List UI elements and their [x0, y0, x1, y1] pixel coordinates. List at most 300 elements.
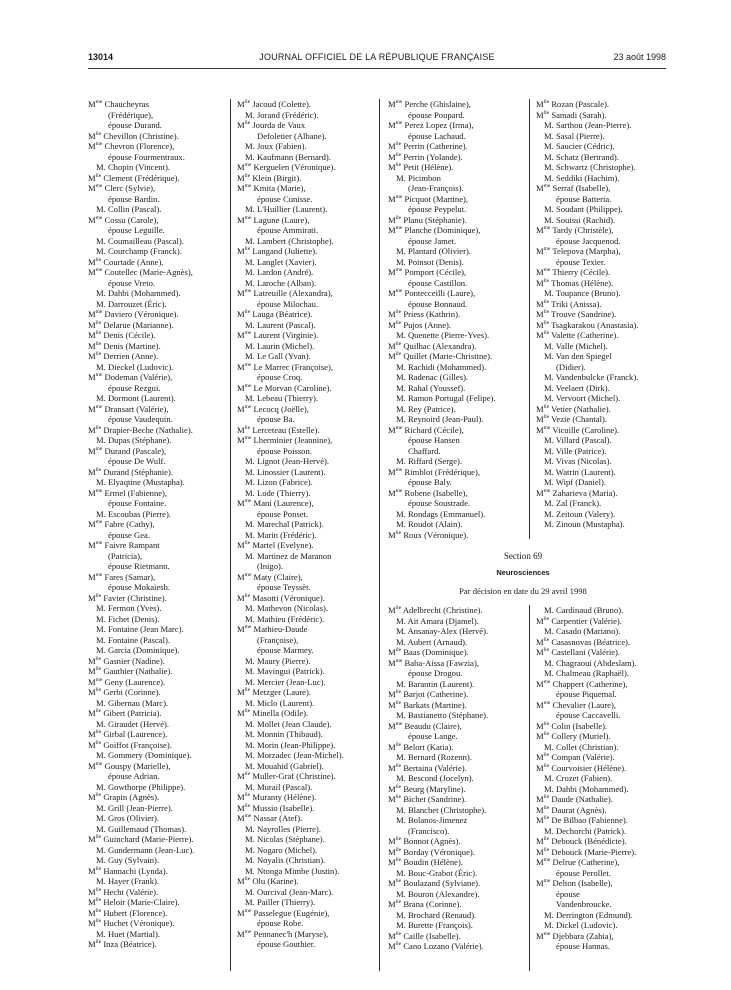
civility-title: M.	[245, 666, 255, 676]
person-name: (Inigo).	[257, 561, 284, 571]
civility-title: M	[237, 708, 245, 718]
civility-title: M.	[396, 414, 406, 424]
civility-suffix: me	[95, 99, 103, 106]
civility-title: M.	[396, 361, 406, 372]
name-entry	[88, 425, 194, 436]
civility-title: M.	[245, 256, 255, 267]
person-name: épouse Jamet.	[408, 235, 457, 246]
civility-title: M	[536, 636, 544, 647]
civility-suffix: me	[95, 309, 103, 316]
civility-title: M	[88, 267, 96, 277]
person-name: Rimblot (Frédérique),	[404, 466, 480, 477]
name-entry	[237, 225, 344, 236]
civility-title: M	[88, 309, 96, 319]
person-name: Clement (Frédérique).	[103, 172, 180, 183]
civility-title: M.	[544, 920, 554, 930]
person-name: Denis (Martine).	[103, 340, 161, 351]
civility-suffix: me	[244, 361, 252, 368]
person-name: Ourcival (Jean-Marc).	[256, 886, 334, 897]
name-entry	[536, 878, 637, 889]
name-entry	[536, 110, 638, 121]
person-name: Valle (Michel).	[555, 340, 608, 351]
person-name: Miclo (Laurent).	[256, 697, 315, 708]
civility-suffix: lle	[395, 857, 402, 864]
name-entry	[237, 404, 344, 415]
civility-suffix: lle	[95, 424, 102, 431]
person-name: Daude (Nathalie).	[551, 794, 613, 804]
person-name: Delarue (Marianne).	[103, 319, 174, 330]
civility-title: M.	[544, 456, 554, 466]
civility-title: M.	[96, 508, 106, 519]
civility-title: M	[536, 762, 544, 773]
civility-title: M	[237, 403, 245, 414]
person-name: Rey (Patrice).	[407, 403, 456, 414]
name-entry	[237, 551, 344, 562]
person-name: Chevron (Florence),	[104, 141, 175, 151]
person-name: Chagraoui (Abdeslam).	[555, 657, 637, 668]
civility-title: M	[536, 99, 544, 109]
person-name: Fontaine (Jean Marc).	[107, 624, 184, 634]
name-entry	[388, 320, 496, 331]
civility-title: M	[388, 720, 396, 731]
civility-title: M	[88, 676, 96, 687]
civility-title: M.	[544, 657, 554, 668]
name-entry	[536, 836, 637, 847]
civility-suffix: me	[95, 372, 103, 379]
name-entry	[88, 887, 194, 898]
civility-title: M	[88, 130, 96, 141]
civility-title: M.	[245, 739, 255, 750]
name-entry	[536, 141, 638, 152]
person-name: Fermon (Yves).	[107, 603, 162, 613]
civility-suffix: lle	[244, 424, 251, 431]
person-name: Durand (Stéphanie).	[103, 466, 173, 477]
page-header	[88, 50, 666, 66]
civility-title: M	[388, 225, 396, 235]
person-name: Samadi (Sarah).	[551, 109, 607, 120]
person-name: Klein (Birgit).	[252, 172, 302, 183]
name-entry	[536, 710, 637, 721]
name-entry	[237, 582, 344, 593]
civility-suffix: lle	[543, 846, 550, 853]
person-name: Caille (Isabelle).	[403, 930, 461, 941]
civility-title: M.	[245, 750, 255, 760]
person-name: épouse Ba.	[257, 414, 295, 424]
civility-title: M.	[245, 655, 255, 666]
person-name: Olu (Karine).	[252, 876, 299, 886]
name-entry	[388, 173, 496, 184]
name-entry	[88, 299, 194, 310]
person-name: Riffard (Serge).	[407, 456, 463, 466]
civility-title: M.	[245, 781, 255, 792]
civility-title: M	[88, 666, 96, 676]
person-name: Fichet (Denis).	[107, 613, 160, 624]
name-entry	[388, 815, 488, 826]
name-entry	[536, 194, 638, 205]
civility-title: M	[388, 836, 396, 846]
civility-title: M.	[96, 603, 106, 613]
civility-title: M.	[396, 330, 406, 340]
name-entry	[88, 288, 194, 299]
name-column-2	[237, 99, 344, 950]
name-entry	[388, 721, 488, 732]
name-entry	[237, 803, 344, 814]
civility-suffix: lle	[395, 162, 402, 169]
name-entry	[88, 677, 194, 688]
person-name: Dodeman (Valérie),	[104, 372, 173, 382]
person-name: Gibernau (Marc).	[107, 697, 169, 708]
person-name: Blanchet (Christophe).	[407, 804, 487, 815]
name-entry	[388, 341, 496, 352]
civility-suffix: me	[395, 225, 403, 232]
person-name: Petit (Hélène).	[403, 162, 454, 172]
name-entry	[237, 855, 344, 866]
person-name: épouse De Wulf.	[108, 456, 166, 466]
civility-suffix: lle	[395, 647, 402, 654]
name-entry	[88, 908, 194, 919]
civility-title: M.	[544, 626, 554, 636]
civility-suffix: lle	[244, 802, 251, 809]
civility-title: M	[536, 857, 544, 867]
person-name: Daurat (Agnès).	[551, 804, 607, 815]
name-entry	[237, 834, 344, 845]
civility-title: M.	[245, 204, 255, 214]
name-entry	[388, 309, 496, 320]
name-entry	[388, 773, 488, 784]
person-name: Lerceteau (Estelle).	[252, 424, 320, 435]
person-name: Mathieu (Frédéric).	[256, 613, 325, 624]
person-name: épouse Fourmentraux.	[108, 151, 185, 162]
person-name: Chaffard.	[408, 445, 441, 456]
civility-title: M	[237, 592, 245, 603]
name-entry	[88, 330, 194, 341]
person-name: Cardinaud (Bruno).	[555, 605, 624, 615]
name-entry	[237, 278, 344, 289]
civility-suffix: lle	[95, 666, 102, 673]
civility-title: M	[388, 647, 396, 657]
person-name: Picquot (Martine),	[404, 193, 469, 204]
name-entry	[237, 519, 344, 530]
person-name: Ville (Patrice).	[555, 445, 607, 456]
name-entry	[237, 246, 344, 257]
person-name: épouse Bardin.	[108, 193, 160, 204]
person-name: Gibert (Patricia).	[103, 708, 162, 718]
civility-title: M.	[96, 645, 106, 655]
civility-title: M.	[245, 277, 255, 288]
person-name: Girbal (Laurence).	[103, 729, 168, 739]
person-name: Minella (Odile).	[252, 708, 309, 718]
person-name: Hannachi (Lynda).	[103, 865, 168, 876]
name-entry	[536, 605, 637, 616]
person-name: Perrin (Catherine).	[403, 141, 468, 151]
person-name: épouse Soustrade.	[408, 498, 471, 508]
name-entry	[388, 836, 488, 847]
person-name: Bouc-Grabot (Éric).	[407, 867, 478, 878]
person-name: Aubert (Arnaud).	[407, 636, 468, 647]
person-name: épouse Texier.	[556, 256, 606, 267]
civility-title: M.	[96, 477, 106, 487]
name-entry	[388, 857, 488, 868]
person-name: Ansanay-Alex (Hervé).	[407, 626, 489, 636]
name-column-6	[536, 605, 637, 952]
name-entry	[536, 320, 638, 331]
civility-title: M	[88, 372, 96, 382]
civility-title: M.	[396, 372, 406, 382]
person-name: Cano Lozano (Valérie).	[403, 941, 484, 951]
section-subtitle: Neurosciences	[496, 568, 550, 577]
civility-title: M.	[544, 783, 554, 794]
name-entry	[88, 236, 194, 247]
civility-suffix: lle	[95, 256, 102, 263]
civility-title: M.	[396, 172, 406, 183]
name-entry	[388, 679, 488, 690]
name-entry	[536, 362, 638, 373]
civility-title: M.	[396, 636, 406, 647]
person-name: Lauga (Béatrice).	[252, 309, 313, 319]
civility-title: M.	[96, 928, 106, 939]
person-name: Perez Lopez (Irma),	[404, 120, 474, 130]
name-entry	[388, 763, 488, 774]
civility-title: M.	[396, 508, 406, 519]
journal-title: JOURNAL OFFICIEL DE LA RÉPUBLIQUE FRANÇAISE	[259, 52, 495, 62]
person-name: Vezie (Chantal).	[551, 414, 607, 424]
civility-title: M	[237, 792, 245, 802]
name-entry	[237, 561, 344, 572]
person-name: Belort (Katia).	[403, 741, 454, 752]
person-name: Muranty (Hélène).	[252, 792, 317, 802]
name-entry	[88, 204, 194, 215]
name-entry	[536, 941, 637, 952]
civility-suffix: me	[244, 435, 252, 442]
civility-suffix: lle	[244, 876, 251, 883]
person-name: épouse Fontaine.	[108, 498, 167, 508]
civility-suffix: me	[543, 878, 551, 885]
person-name: Dupas (Stéphane).	[107, 435, 172, 445]
civility-suffix: me	[395, 120, 403, 127]
civility-suffix: lle	[95, 886, 102, 893]
name-entry	[237, 488, 344, 499]
person-name: Monnin (Thibaud).	[256, 729, 323, 739]
name-entry	[237, 656, 344, 667]
name-entry	[536, 488, 638, 499]
person-name: Planu (Stéphanie).	[403, 214, 467, 225]
civility-suffix: lle	[395, 783, 402, 790]
civility-title: M.	[96, 718, 106, 729]
person-name: Quillet (Marie-Christine).	[403, 351, 493, 361]
name-entry	[536, 152, 638, 163]
civility-title: M.	[96, 361, 106, 372]
name-entry	[388, 637, 488, 648]
civility-suffix: lle	[543, 720, 550, 727]
name-entry	[388, 215, 496, 226]
name-entry	[88, 645, 194, 656]
civility-title: M	[388, 99, 396, 109]
name-entry	[237, 645, 344, 656]
person-name: Burette (François).	[407, 920, 473, 930]
civility-suffix: lle	[543, 309, 550, 316]
name-entry	[388, 498, 496, 509]
person-name: épouse Drogou.	[408, 668, 463, 678]
person-name: épouse Batteria.	[556, 193, 612, 204]
person-name: Lecocq (Joëlle),	[253, 403, 309, 414]
name-entry	[388, 162, 496, 173]
name-entry	[388, 668, 488, 679]
person-name: Kerguelen (Véronique).	[253, 162, 336, 172]
person-name: Gowthorpe (Philippe).	[107, 781, 186, 792]
civility-title: M.	[544, 393, 554, 403]
civility-title: M.	[544, 445, 554, 456]
name-entry	[237, 908, 344, 919]
name-entry	[237, 593, 344, 604]
civility-title: M.	[96, 855, 106, 865]
person-name: Vivas (Nicolas).	[555, 456, 612, 466]
civility-title: M.	[245, 393, 255, 403]
person-name: Perche (Ghislaine),	[404, 99, 471, 109]
person-name: Beurg (Maryline).	[403, 783, 466, 794]
name-entry	[536, 498, 638, 509]
civility-title: M.	[96, 876, 106, 886]
name-entry	[388, 288, 496, 299]
civility-title: M.	[396, 382, 406, 393]
name-entry	[388, 99, 496, 110]
name-entry	[237, 162, 344, 173]
civility-suffix: lle	[395, 846, 402, 853]
name-entry	[88, 320, 194, 331]
name-entry	[237, 194, 344, 205]
person-name: Laurent (Virginie).	[253, 330, 319, 340]
civility-suffix: lle	[244, 687, 251, 694]
person-name: Mavingui (Patrick).	[256, 666, 325, 676]
person-name: épouse Poisson.	[257, 445, 312, 456]
person-name: Kaufmann (Bernard).	[256, 151, 331, 162]
name-entry	[536, 162, 638, 173]
name-entry	[388, 456, 496, 467]
civility-suffix: lle	[95, 792, 102, 799]
name-entry	[237, 750, 344, 761]
person-name: épouse Bonnaud.	[408, 298, 468, 309]
person-name: Clerc (Sylvie),	[104, 183, 156, 193]
name-entry	[88, 404, 194, 415]
civility-suffix: lle	[95, 939, 102, 946]
name-column-4	[536, 99, 638, 530]
person-name: Pontecceilli (Laure),	[404, 288, 476, 298]
civility-title: M	[88, 655, 96, 666]
name-entry	[88, 257, 194, 268]
name-entry	[388, 225, 496, 236]
name-entry	[536, 257, 638, 268]
civility-suffix: lle	[395, 930, 402, 937]
name-entry	[237, 173, 344, 184]
person-name: Veelaert (Dirk).	[555, 382, 610, 393]
civility-title: M	[88, 939, 96, 949]
person-name: Plantard (Olivier).	[407, 246, 471, 256]
person-name: Gommery (Dominique).	[107, 750, 192, 760]
civility-title: M	[388, 529, 396, 540]
person-name: Courtade (Anne).	[103, 256, 164, 267]
name-entry	[388, 647, 488, 658]
civility-title: M	[388, 878, 396, 888]
name-entry	[88, 897, 194, 908]
person-name: épouse Rezgui.	[108, 382, 161, 393]
civility-suffix: me	[244, 571, 252, 578]
civility-suffix: lle	[95, 655, 102, 662]
civility-title: M	[237, 687, 245, 697]
name-entry	[388, 372, 496, 383]
civility-title: M.	[544, 605, 554, 615]
name-entry	[388, 530, 496, 541]
person-name: Trouve (Sandrine).	[551, 309, 617, 319]
civility-title: M.	[245, 834, 255, 844]
civility-title: M.	[245, 340, 255, 351]
name-entry	[88, 215, 194, 226]
person-name: Guillemaud (Thomas).	[107, 823, 187, 834]
civility-title: M.	[96, 235, 106, 246]
civility-suffix: lle	[95, 739, 102, 746]
civility-title: M	[536, 752, 544, 762]
person-name: Laroche (Alban).	[256, 277, 317, 288]
person-name: Dahbi (Mohammed).	[107, 288, 181, 298]
column-divider	[379, 99, 380, 971]
person-name: Hecht (Valérie).	[103, 886, 159, 897]
person-name: Debouck (Bénédicte).	[551, 836, 627, 846]
name-entry	[237, 498, 344, 509]
name-entry	[536, 519, 638, 530]
civility-title: M	[237, 624, 245, 634]
name-entry	[536, 278, 638, 289]
person-name: Lagune (Laure),	[253, 214, 310, 225]
civility-title: M	[536, 330, 544, 340]
civility-title: M	[237, 214, 245, 225]
name-entry	[237, 918, 344, 929]
person-name: épouse Ponset.	[257, 508, 309, 519]
person-name: Cossu (Carole),	[104, 214, 159, 225]
civility-title: M.	[396, 403, 406, 414]
civility-title: M.	[96, 246, 106, 256]
person-name: Casado (Mariano).	[555, 626, 621, 636]
name-entry	[237, 183, 344, 194]
person-name: Bastianetto (Stéphane).	[407, 710, 489, 720]
civility-title: M	[88, 834, 96, 844]
civility-suffix: lle	[95, 729, 102, 736]
civility-title: M.	[544, 141, 554, 151]
civility-title: M.	[396, 456, 406, 466]
civility-title: M.	[96, 435, 106, 445]
civility-title: M	[536, 731, 544, 741]
name-entry	[237, 666, 344, 677]
civility-title: M.	[245, 676, 255, 687]
person-name: Huet (Martial).	[107, 928, 160, 939]
name-entry	[536, 668, 637, 679]
civility-title: M	[536, 815, 544, 825]
person-name: épouse Vaudequin.	[108, 414, 173, 424]
civility-suffix: lle	[543, 109, 550, 116]
person-name: Gerbi (Corinne).	[103, 687, 161, 697]
civility-title: M	[237, 802, 245, 813]
civility-suffix: me	[244, 928, 252, 935]
civility-suffix: lle	[395, 151, 402, 158]
person-name: Adelbrecht (Christine).	[402, 605, 483, 615]
person-name: épouse Teyssèt.	[257, 582, 311, 592]
civility-title: M.	[245, 865, 255, 876]
civility-title: M.	[544, 372, 554, 382]
civility-title: M	[88, 424, 96, 435]
name-entry	[237, 624, 344, 635]
name-entry	[388, 467, 496, 478]
name-entry	[237, 309, 344, 320]
civility-title: M.	[544, 151, 554, 162]
name-entry	[88, 572, 194, 583]
name-entry	[388, 784, 488, 795]
